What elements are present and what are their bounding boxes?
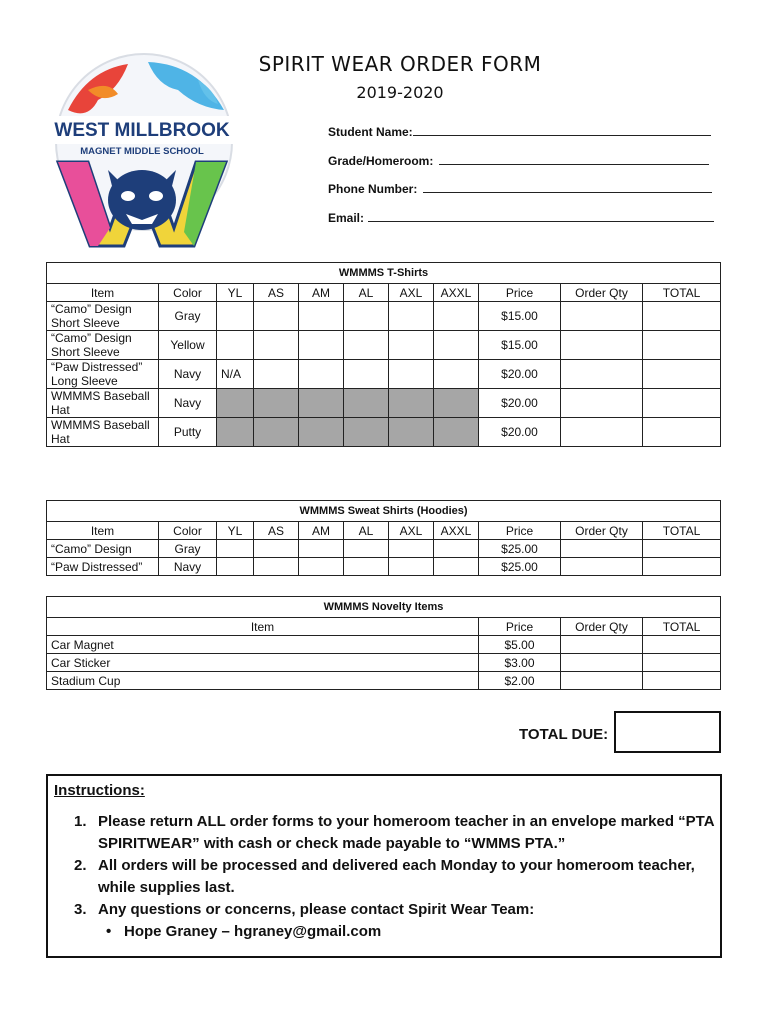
order-qty-cell[interactable]	[561, 418, 643, 447]
tshirts-caption: WMMMS T-Shirts	[47, 263, 721, 284]
contact-text: Hope Graney – hgraney@gmail.com	[124, 923, 382, 940]
total-cell[interactable]	[643, 654, 721, 672]
student-name-field[interactable]	[328, 124, 711, 139]
table-row	[47, 389, 721, 418]
shaded-cell	[434, 418, 479, 447]
instructions-box	[46, 774, 722, 958]
total-cell[interactable]	[643, 389, 721, 418]
size-cell[interactable]	[434, 540, 479, 558]
table-row	[47, 558, 721, 576]
item-cell: WMMMS Baseball Hat	[47, 418, 159, 447]
size-cell[interactable]	[217, 558, 254, 576]
size-cell[interactable]	[389, 558, 434, 576]
color-cell: Navy	[159, 558, 217, 576]
item-cell: WMMMS Baseball Hat	[47, 389, 159, 418]
header-color: Color	[159, 522, 217, 540]
size-cell[interactable]	[299, 302, 344, 331]
price-cell: $20.00	[479, 360, 561, 389]
shaded-cell	[217, 418, 254, 447]
header-yl: YL	[217, 284, 254, 302]
hoodies-table	[46, 500, 721, 576]
shaded-cell	[254, 418, 299, 447]
order-qty-cell[interactable]	[561, 360, 643, 389]
form-year: 2019-2020	[356, 83, 444, 102]
header-yl: YL	[217, 522, 254, 540]
shaded-cell	[434, 389, 479, 418]
logo-title-text: WEST MILLBROOK	[54, 120, 230, 141]
header-as: AS	[254, 284, 299, 302]
tshirts-table	[46, 262, 721, 447]
header-order-qty: Order Qty	[561, 284, 643, 302]
size-cell[interactable]	[299, 540, 344, 558]
price-cell: $2.00	[479, 672, 561, 690]
table-header-row	[47, 618, 721, 636]
table-row	[47, 540, 721, 558]
total-due-label: TOTAL DUE:	[519, 726, 609, 743]
color-cell: Navy	[159, 389, 217, 418]
size-cell[interactable]	[299, 331, 344, 360]
color-cell: Putty	[159, 418, 217, 447]
total-cell[interactable]	[643, 302, 721, 331]
header-total: TOTAL	[643, 618, 721, 636]
table-row	[47, 636, 721, 654]
header-al: AL	[344, 522, 389, 540]
price-cell: $20.00	[479, 389, 561, 418]
price-cell: $5.00	[479, 636, 561, 654]
shaded-cell	[299, 389, 344, 418]
shaded-cell	[254, 389, 299, 418]
contact-item	[74, 921, 714, 943]
order-qty-cell[interactable]	[561, 389, 643, 418]
shaded-cell	[299, 418, 344, 447]
shaded-cell	[344, 389, 389, 418]
size-cell[interactable]	[344, 558, 389, 576]
color-cell: Navy	[159, 360, 217, 389]
table-row	[47, 360, 721, 389]
student-name-label: Student Name:	[328, 125, 413, 139]
header-axl: AXL	[389, 522, 434, 540]
header-order-qty: Order Qty	[561, 522, 643, 540]
email-field[interactable]	[328, 210, 714, 225]
order-qty-cell[interactable]	[561, 558, 643, 576]
size-cell[interactable]	[217, 302, 254, 331]
header-am: AM	[299, 284, 344, 302]
table-row	[47, 418, 721, 447]
header-total: TOTAL	[643, 284, 721, 302]
size-cell[interactable]	[299, 558, 344, 576]
novelty-caption: WMMMS Novelty Items	[47, 597, 721, 618]
size-cell[interactable]	[389, 302, 434, 331]
size-cell[interactable]	[254, 558, 299, 576]
logo-subtitle-text: MAGNET MIDDLE SCHOOL	[80, 146, 204, 157]
instruction-item: 2. All orders will be processed and delivered each Monday to your homeroom teacher, while supplies last.	[74, 857, 695, 896]
table-row	[47, 672, 721, 690]
table-header-row	[47, 284, 721, 302]
total-cell[interactable]	[643, 558, 721, 576]
total-due-box[interactable]	[614, 711, 721, 753]
shaded-cell	[344, 418, 389, 447]
shaded-cell	[389, 389, 434, 418]
shaded-cell	[389, 418, 434, 447]
size-cell[interactable]	[254, 540, 299, 558]
price-cell: $3.00	[479, 654, 561, 672]
size-cell-na: N/A	[217, 360, 254, 389]
size-cell[interactable]	[217, 331, 254, 360]
item-cell: “Camo” Design	[47, 540, 159, 558]
size-cell[interactable]	[344, 360, 389, 389]
size-cell[interactable]	[389, 360, 434, 389]
header-price: Price	[479, 522, 561, 540]
email-label: Email:	[328, 211, 365, 225]
price-cell: $25.00	[479, 540, 561, 558]
size-cell[interactable]	[299, 360, 344, 389]
size-cell[interactable]	[389, 540, 434, 558]
header-item: Item	[47, 522, 159, 540]
grade-homeroom-field[interactable]	[328, 153, 709, 168]
table-row	[47, 302, 721, 331]
size-cell[interactable]	[254, 331, 299, 360]
header-axxl: AXXL	[434, 522, 479, 540]
size-cell[interactable]	[217, 540, 254, 558]
header-price: Price	[479, 618, 561, 636]
total-cell[interactable]	[643, 636, 721, 654]
order-qty-cell[interactable]	[561, 636, 643, 654]
header-price: Price	[479, 284, 561, 302]
size-cell[interactable]	[434, 360, 479, 389]
item-cell: “Paw Distressed”	[47, 558, 159, 576]
table-header-row	[47, 522, 721, 540]
novelty-table	[46, 596, 721, 690]
size-cell[interactable]	[344, 540, 389, 558]
header-al: AL	[344, 284, 389, 302]
item-cell: Stadium Cup	[47, 672, 479, 690]
item-cell: Car Magnet	[47, 636, 479, 654]
price-cell: $15.00	[479, 302, 561, 331]
grade-homeroom-label: Grade/Homeroom:	[328, 154, 434, 168]
item-cell: “Paw Distressed” Long Sleeve	[47, 360, 159, 389]
color-cell: Yellow	[159, 331, 217, 360]
size-cell[interactable]	[344, 331, 389, 360]
size-cell[interactable]	[434, 331, 479, 360]
table-row	[47, 331, 721, 360]
item-cell: “Camo” Design Short Sleeve	[47, 302, 159, 331]
order-qty-cell[interactable]	[561, 540, 643, 558]
header-color: Color	[159, 284, 217, 302]
phone-number-field[interactable]	[328, 181, 712, 196]
size-cell[interactable]	[344, 302, 389, 331]
header-axl: AXL	[389, 284, 434, 302]
phone-number-label: Phone Number:	[328, 182, 418, 196]
bullet-icon: •	[106, 923, 112, 940]
color-cell: Gray	[159, 302, 217, 331]
total-cell[interactable]	[643, 418, 721, 447]
size-cell[interactable]	[254, 302, 299, 331]
size-cell[interactable]	[389, 331, 434, 360]
order-qty-cell[interactable]	[561, 302, 643, 331]
size-cell[interactable]	[434, 302, 479, 331]
size-cell[interactable]	[434, 558, 479, 576]
instructions-title: Instructions:	[54, 782, 145, 799]
header-total: TOTAL	[643, 522, 721, 540]
price-cell: $15.00	[479, 331, 561, 360]
total-cell[interactable]	[643, 540, 721, 558]
table-row	[47, 654, 721, 672]
order-qty-cell[interactable]	[561, 331, 643, 360]
instruction-item: 1. Please return ALL order forms to your homeroom teacher in an envelope marked “PTA SPIRITWEAR” with cash or check made payable to “WMMS PTA.”	[74, 813, 714, 852]
total-cell[interactable]	[643, 672, 721, 690]
shaded-cell	[217, 389, 254, 418]
header-item: Item	[47, 618, 479, 636]
header-axxl: AXXL	[434, 284, 479, 302]
instruction-item: 3. Any questions or concerns, please contact Spirit Wear Team:	[74, 901, 535, 918]
color-cell: Gray	[159, 540, 217, 558]
header-as: AS	[254, 522, 299, 540]
total-cell[interactable]	[643, 360, 721, 389]
hoodies-caption: WMMMS Sweat Shirts (Hoodies)	[47, 501, 721, 522]
header-item: Item	[47, 284, 159, 302]
price-cell: $20.00	[479, 418, 561, 447]
item-cell: Car Sticker	[47, 654, 479, 672]
school-logo	[48, 50, 236, 254]
item-cell: “Camo” Design Short Sleeve	[47, 331, 159, 360]
instructions-list	[74, 811, 714, 943]
header-am: AM	[299, 522, 344, 540]
order-qty-cell[interactable]	[561, 672, 643, 690]
form-title: SPIRIT WEAR ORDER FORM	[258, 52, 542, 76]
price-cell: $25.00	[479, 558, 561, 576]
total-cell[interactable]	[643, 331, 721, 360]
size-cell[interactable]	[254, 360, 299, 389]
header-order-qty: Order Qty	[561, 618, 643, 636]
order-qty-cell[interactable]	[561, 654, 643, 672]
